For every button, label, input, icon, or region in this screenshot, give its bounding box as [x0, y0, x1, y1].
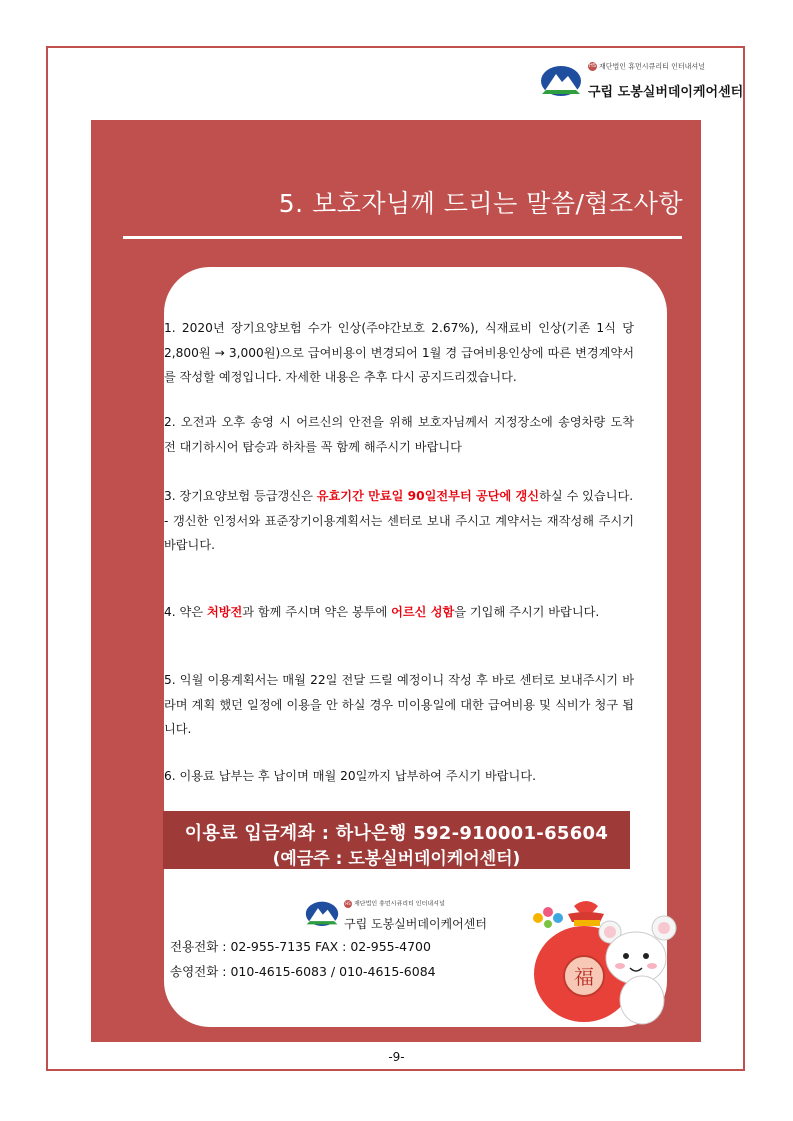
title-divider	[123, 236, 682, 239]
page-number: -9-	[388, 1050, 405, 1064]
header-brand	[540, 60, 744, 100]
footer-org-name: 구립 도봉실버데이케어센터	[344, 917, 487, 931]
paragraph-4: 4. 약은 처방전과 함께 주시며 약은 봉투에 어르신 성함을 기입해 주시기 바랍니다.	[164, 605, 600, 619]
paragraph-3: 3. 장기요양보험 등급갱신은 유효기간 만료일 90일전부터 공단에 갱신하실 수 있습니다. - 갱신한 인정서와 표준장기이용계획서는 센터로 보내 주시고 계약서는 재작성해 주시기 바랍니다.	[164, 489, 634, 552]
highlight-name: 어르신 성함	[391, 605, 455, 619]
header-org-subtitle: HS 재단법인 휴먼시큐리티 인터내셔널	[589, 62, 705, 71]
highlight-prescription: 처방전	[206, 605, 243, 619]
mountain-logo-icon	[305, 900, 339, 926]
paragraph-2: 2. 오전과 오후 송영 시 어르신의 안전을 위해 보호자님께서 지정장소에 송영차량 도착 전 대기하시어 탑승과 하차를 꼭 함께 해주시기 바랍니다	[164, 415, 634, 454]
bank-holder-line: (예금주 : 도봉실버데이케어센터)	[272, 849, 521, 869]
bank-account-line: 이용료 입금계좌 : 하나은행 592-910001-65604	[184, 823, 609, 844]
header-org-name: 구립 도봉실버데이케어센터	[588, 85, 744, 100]
lucky-bag-mouse-illustration	[524, 892, 684, 1032]
transport-phone-line: 송영전화 : 010-4615-6083 / 010-4615-6084	[170, 964, 436, 979]
phone-fax-line: 전용전화 : 02-955-7135 FAX : 02-955-4700	[170, 939, 431, 954]
paragraph-6: 6. 이용료 납부는 후 납이며 매월 20일까지 납부하여 주시기 바랍니다.	[164, 769, 536, 783]
bank-account-box	[163, 811, 630, 869]
bag-character: 福	[574, 965, 594, 989]
paragraph-3-note: - 갱신한 인정서와 표준장기이용계획서는 센터로 보내 주시고 계약서는 재작성해 주시기 바랍니다.	[164, 513, 634, 552]
mountain-logo-icon	[540, 64, 582, 96]
paragraph-1: 1. 2020년 장기요양보험 수가 인상(주야간보호 2.67%), 식재료비 인상(기존 1식 당 2,800원 → 3,000원)으로 급여비용이 변경되어 1월 경 급여비용인상에 따른 변경계약서를 작성할 예정입니다. 자세한 내용은 추후 다시 공지드리겠습니다.	[164, 321, 634, 384]
highlight-renewal: 유효기간 만료일 90일전부터 공단에 갱신	[316, 489, 540, 503]
footer-brand	[305, 898, 505, 934]
footer-org-subtitle: HS 재단법인 휴먼시큐리티 인터내셔널	[345, 900, 445, 908]
section-title: 5. 보호자님께 드리는 말씀/협조사항	[278, 189, 683, 218]
paragraph-5: 5. 익월 이용계획서는 매월 22일 전달 드릴 예정이니 작성 후 바로 센터로 보내주시기 바라며 계획 했던 일정에 이용을 안 하실 경우 미이용일에 대한 급여비용 및 식비가 청구 됩니다.	[164, 673, 634, 736]
